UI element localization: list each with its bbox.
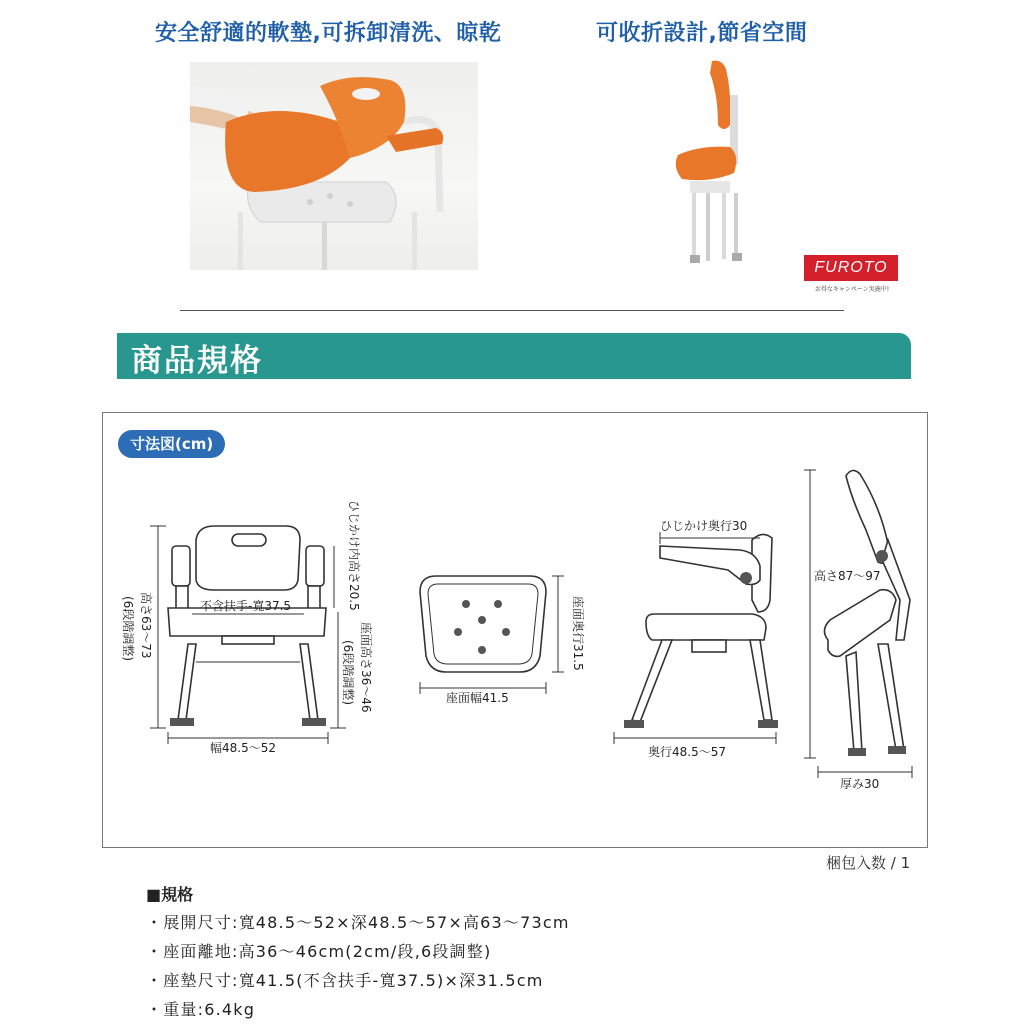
seat-width-label: 座面幅41.5 xyxy=(446,691,509,705)
front-width-label: 幅48.5〜52 xyxy=(210,741,276,755)
section-title: 商品規格 xyxy=(131,343,263,379)
armrest-height-label: ひじかけ内高さ20.5 xyxy=(347,500,361,611)
spec-line-cushion-size: ・座墊尺寸:寬41.5(不含扶手-寬37.5)×深31.5cm xyxy=(146,971,544,990)
folded-thickness-label: 厚み30 xyxy=(840,777,880,791)
spec-line-seat-height: ・座面離地:高36〜46cm(2cm/段,6段調整) xyxy=(146,942,492,961)
spec-line-dimensions: ・展開尺寸:寬48.5〜52×深48.5〜57×高63〜73cm xyxy=(146,913,570,932)
armrest-depth-label: ひじかけ奥行30 xyxy=(660,519,748,533)
spec-heading: ■規格 xyxy=(146,885,194,904)
seat-height-note: (6段階調整) xyxy=(341,640,355,705)
caption-washable-cushion: 安全舒適的軟墊,可拆卸清洗、晾乾 xyxy=(155,21,502,46)
folded-height-label: 高さ87〜97 xyxy=(814,569,881,583)
side-view xyxy=(614,532,778,744)
front-height-label: 高さ63〜73 xyxy=(139,592,153,659)
seat-top-view xyxy=(420,576,564,694)
brand-logo: FUROTO xyxy=(804,255,898,281)
seat-depth-label: 座面奥行31.5 xyxy=(571,596,585,671)
front-height-note: (6段階調整) xyxy=(121,596,135,661)
caption-foldable-design: 可收折設計,節省空間 xyxy=(596,21,808,46)
spec-line-weight: ・重量:6.4kg xyxy=(146,1000,256,1019)
armrest-inner-width-label: 不含扶手-寬37.5 xyxy=(200,599,292,613)
front-view xyxy=(150,526,346,744)
seat-height-label: 座面高さ36〜46 xyxy=(359,622,373,713)
brand-tagline: お得なキャンペーン実施中! xyxy=(814,286,890,293)
side-depth-label: 奥行48.5〜57 xyxy=(648,745,726,759)
packing-quantity: 梱包入数 / 1 xyxy=(826,854,911,872)
folded-view xyxy=(804,470,912,778)
diagram-title-badge: 寸法図(cm) xyxy=(118,430,225,458)
